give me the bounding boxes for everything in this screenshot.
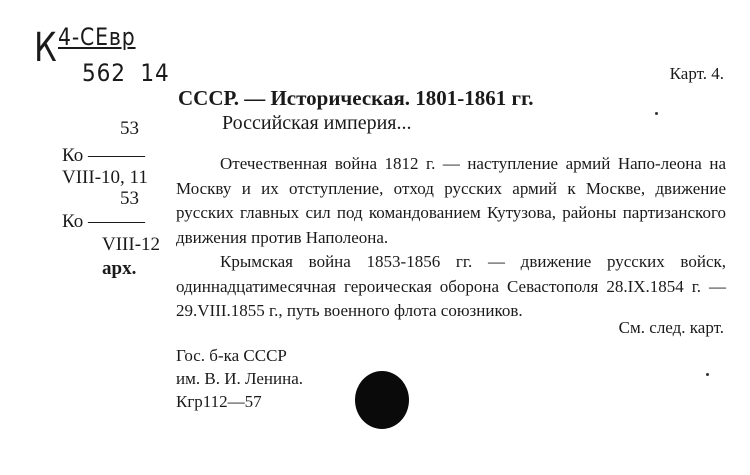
card-title: СССР. — Историческая. 1801-1861 гг. <box>178 86 534 110</box>
map-number: Карт. 4. <box>669 64 724 83</box>
description-paragraph-2: Крымская война 1853-1856 гг. — движение русских войск, одиннадцатимесячная героическая оборона Севастополя 28.IX.1854 г. — 29.VIII.1855 г., путь военного флота союзников. <box>176 252 726 320</box>
shelf-mark-roman-2: VIII-12 <box>102 234 161 255</box>
library-line-3: Кгр112—57 <box>176 392 262 411</box>
description <box>176 152 726 324</box>
call-number-bottom <box>82 60 170 86</box>
shelf-mark-ko-2: Ко ——— <box>62 211 145 232</box>
library-line-2: им. В. И. Ленина. <box>176 369 304 388</box>
shelf-mark-archive: арх. <box>102 258 137 279</box>
card-subtitle: Российская империя... <box>222 112 412 134</box>
ink-speck <box>655 112 658 115</box>
ink-stamp-mark <box>355 371 409 429</box>
library-stamp-text <box>176 344 303 413</box>
description-paragraph-1: Отечественная война 1812 г. — наступление армий Напо-леона на Москву и их отступление, отход русских армий к Москве, движение русских главных сил под командованием Кутузова, районы партизанского движения против Наполеона. <box>176 154 726 247</box>
call-number-letter: К <box>34 25 58 71</box>
library-line-1: Гос. б-ка СССР <box>176 346 287 365</box>
call-number-suffix: 14 <box>140 59 170 87</box>
ink-speck <box>706 373 709 376</box>
shelf-mark-ko-1: Ко ——— <box>62 145 145 166</box>
call-number-bottom-main: 562 <box>82 59 126 87</box>
shelf-mark-number-2: 53 <box>120 188 139 209</box>
shelf-mark-roman-1: VIII-10, 11 <box>62 167 148 188</box>
call-number-top: 4-СЕвр <box>58 23 136 51</box>
shelf-mark-number-1: 53 <box>120 118 139 139</box>
see-next-card: См. след. карт. <box>618 318 724 337</box>
